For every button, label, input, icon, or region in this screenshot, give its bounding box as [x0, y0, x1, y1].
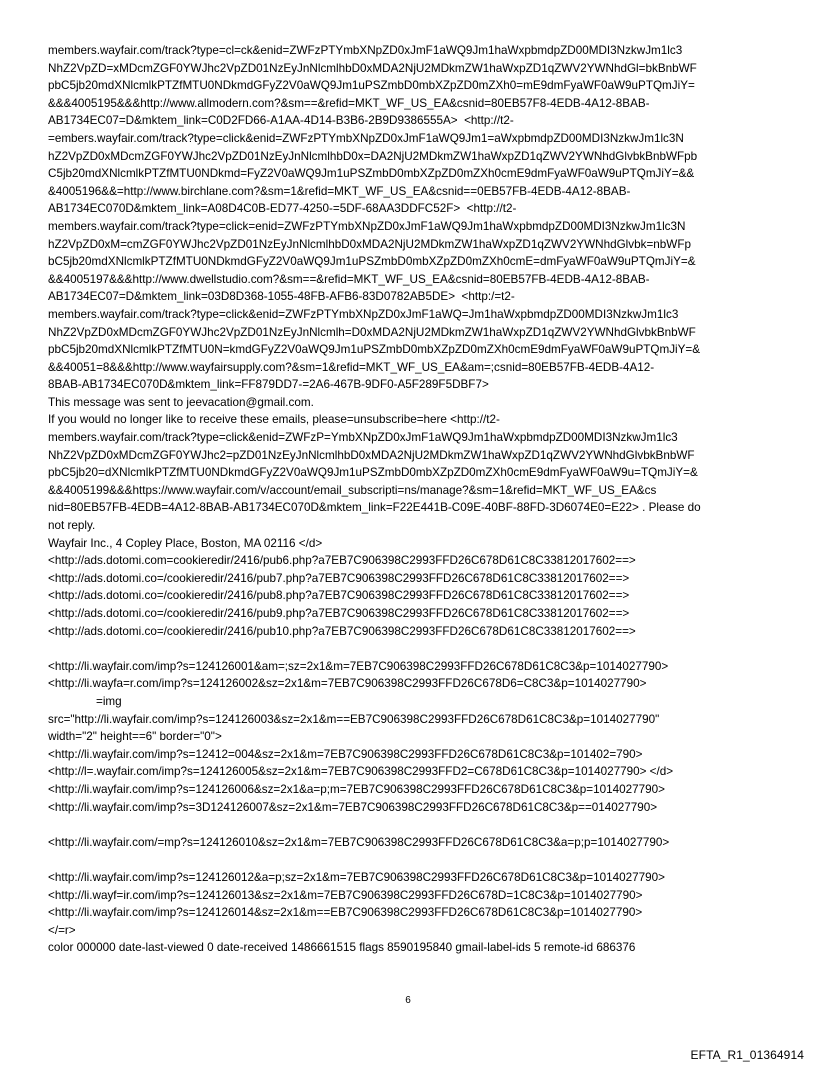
text-line: =img — [96, 694, 122, 708]
text-line: <http://ads.dotomi.co=/cookieredir/2416/pub7.php?a7EB7C906398C2993FFD26C678D61C8C33812017602==> — [48, 571, 630, 585]
text-line: </=r> — [48, 923, 76, 937]
text-line: NhZ2VpZD0xMDcmZGF0YWJhc2VpZD01NzEyJnNlcmlh=D0xMDA2NjU2MDkmZW1haWxpZD1qZWV2YWNhdGlvbkBnbWF — [48, 325, 696, 339]
text-line: AB1734EC07=D&mktem_link=03D8D368-1055-48FB-AFB6-83D0782AB5DE> <http:/=t2- — [48, 290, 515, 304]
text-line: <http://li.wayfair.com/=mp?s=124126010&sz=2x1&m=7EB7C906398C2993FFD26C678D61C8C3&a=p;p=1014027790> — [48, 835, 670, 849]
page-number: 6 — [405, 995, 411, 1006]
text-line: <http://ads.dotomi.co=/cookieredir/2416/pub9.php?a7EB7C906398C2993FFD26C678D61C8C33812017602==> — [48, 607, 630, 620]
text-line: <http://ads.dotomi.co=/cookieredir/2416/pub10.php?a7EB7C906398C2993FFD26C678D61C8C33812017602==> — [48, 624, 636, 638]
text-line: NhZ2VpZD=xMDcmZGF0YWJhc2VpZD01NzEyJnNlcmlhbD0xMDA2NjU2MDkmZW1haWxpZD1qZWV2YWNhdGl=bkBnbWF — [48, 61, 697, 75]
blank-line — [48, 851, 778, 869]
text-line: nid=80EB57FB-4EDB=4A12-8BAB-AB1734EC070D&mktem_link=F22E441B-C09E-40BF-88FD-3D6074E0=E22> . Please do — [48, 501, 701, 515]
text-line: NhZ2VpZD0xMDcmZGF0YWJhc2=pZD01NzEyJnNlcmlhbD0xMDA2NjU2MDkmZW1haWxpZD1qZWV2YWNhdGlvbkBnbWF — [48, 448, 695, 462]
text-line: <http://li.wayfa=r.com/imp?s=124126002&sz=2x1&m=7EB7C906398C2993FFD26C678D6=C8C3&p=1014027790> — [48, 677, 647, 691]
text-line: This message was sent to jeevacation@gmail.com. — [48, 395, 314, 409]
text-line: &&&4005195&&&http://www.allmodern.com?&sm==&refid=MKT_WF_US_EA&csnid=80EB57F8-4EDB-4A12-8BAB- — [48, 96, 650, 110]
document-id: EFTA_R1_01364914 — [690, 1048, 804, 1062]
text-line: If you would no longer like to receive these emails, please=unsubscribe=here <http://t2- — [48, 413, 500, 427]
text-line: <http://li.wayfair.com/imp?s=124126014&sz=2x1&m==EB7C906398C2993FFD26C678D61C8C3&p=1014027790> — [48, 906, 643, 920]
text-line: <http://li.wayfair.com/imp?s=124126012&a=p;sz=2x1&m=7EB7C906398C2993FFD26C678D61C8C3&p=1014027790> — [48, 870, 665, 884]
text-line: pbC5jb20=dXNlcmlkPTZfMTU0NDkmdGFyZ2V0aWQ9Jm1uPSZmbD0mbXZpZD0mZXh0cmE9dmFyaWF0aW9u=TQmJiY=& — [48, 466, 698, 480]
text-line: pbC5jb20mdXNlcmlkPTZfMTU0NDkmdGFyZ2V0aWQ9Jm1uPSZmbD0mbXZpZD0mZXh0=mE9dmFyaWF0aW9uPTQmJiY= — [48, 79, 695, 93]
text-line: <http://l=.wayfair.com/imp?s=124126005&sz=2x1&m=7EB7C906398C2993FFD2=C678D61C8C3&p=1014027790> </d> — [48, 765, 674, 779]
text-line: <http://ads.dotomi.co=/cookieredir/2416/pub8.php?a7EB7C906398C2993FFD26C678D61C8C33812017602==> — [48, 589, 630, 603]
text-line: <http://li.wayf=ir.com/imp?s=124126013&sz=2x1&m=7EB7C906398C2993FFD26C678D=1C8C3&p=1014027790> — [48, 888, 643, 902]
text-line: &&4005197&&&http://www.dwellstudio.com?&sm==&refid=MKT_WF_US_EA&csnid=80EB57FB-4EDB-4A12-8BAB- — [48, 272, 650, 286]
text-line: <http://li.wayfair.com/imp?s=3D124126007&sz=2x1&m=7EB7C906398C2993FFD26C678D61C8C3&p==014027790> — [48, 800, 658, 814]
text-line: &&4005199&&&https://www.wayfair.com/v/account/email_subscripti=ns/manage?&sm=1&refid=MKT_WF_US_EA&cs — [48, 483, 657, 497]
text-line: members.wayfair.com/track?type=click&enid=ZWFzPTYmbXNpZD0xJmF1aWQ=Jm1haWxpbmdpZD00MDI3NzkwJm1lc3 — [48, 307, 679, 321]
text-line: =embers.wayfair.com/track?type=click&enid=ZWFzPTYmbXNpZD0xJmF1aWQ9Jm1=aWxpbmdpZD00MDI3NzkwJm1lc3N — [48, 131, 684, 145]
text-line: &4005196&&=http://www.birchlane.com?&sm=1&refid=MKT_WF_US_EA&csnid==0EB57FB-4EDB-4A12-8BAB- — [48, 184, 631, 198]
text-line: not reply. — [48, 519, 96, 533]
text-line: width="2" height==6" border="0"> — [48, 730, 222, 744]
text-line: C5jb20mdXNlcmlkPTZfMTU0NDkmd=FyZ2V0aWQ9Jm1uPSZmbD0mbXZpZD0mZXh0cmE9dmFyaWF0aW9uPTQmJiY=&& — [48, 167, 695, 181]
text-line: AB1734EC070D&mktem_link=A08D4C0B-ED77-4250-=5DF-68AA3DDFC52F> <http://t2- — [48, 202, 517, 216]
text-line: 8BAB-AB1734EC070D&mktem_link=FF879DD7-=2A6-467B-9DF0-A5F289F5DBF7> — [48, 378, 489, 392]
text-line: <http://li.wayfair.com/imp?s=124126001&am=;sz=2x1&m=7EB7C906398C2993FFD26C678D61C8C3&p=1014027790> — [48, 659, 669, 673]
text-line: members.wayfair.com/track?type=click&enid=ZWFzP=YmbXNpZD0xJmF1aWQ9Jm1haWxpbmdpZD00MDI3NzkwJm1lc3 — [48, 431, 678, 445]
text-line: bC5jb20mdXNlcmlkPTZfMTU0NDkmdGFyZ2V0aWQ9Jm1uPSZmbD0mbXZpZD0mZXh0cmE=dmFyaWF0aW9uPTQmJiY=& — [48, 255, 696, 269]
text-line: AB1734EC07=D&mktem_link=C0D2FD66-A1AA-4D14-B3B6-2B9D9386555A> <http://t2- — [48, 114, 514, 128]
text-line: <http://li.wayfair.com/imp?s=12412=004&sz=2x1&m=7EB7C906398C2993FFD26C678D61C8C3&p=101402=790> — [48, 747, 643, 761]
text-line: &&40051=8&&&http://www.wayfairsupply.com?&sm=1&refid=MKT_WF_US_EA&am=;csnid=80EB57FB-4EDB-4A12- — [48, 360, 655, 374]
text-line: src="http://li.wayfair.com/imp?s=124126003&sz=2x1&m==EB7C906398C2993FFD26C678D61C8C3&p=1014027790" — [48, 712, 660, 726]
text-line: members.wayfair.com/track?type=click=enid=ZWFzPTYmbXNpZD0xJmF1aWQ9Jm1haWxpbmdpZD00MDI3NzkwJm1lc3N — [48, 219, 686, 233]
text-line: pbC5jb20mdXNlcmlkPTZfMTU0N=kmdGFyZ2V0aWQ9Jm1uPSZmbD0mbXZpZD0mZXh0cmE9dmFyaWF0aW9uPTQmJiY=& — [48, 343, 701, 357]
text-line: <http://li.wayfair.com/imp?s=124126006&sz=2x1&a=p;m=7EB7C906398C2993FFD26C678D61C8C3&p=1014027790> — [48, 782, 665, 796]
text-line: members.wayfair.com/track?type=cl=ck&enid=ZWFzPTYmbXNpZD0xJmF1aWQ9Jm1haWxpbmdpZD00MDI3NzkwJm1lc3 — [48, 44, 683, 57]
text-line: color 000000 date-last-viewed 0 date-received 1486661515 flags 8590195840 gmail-label-ids 5 remote-id 686376 — [48, 941, 636, 955]
text-line: hZ2VpZD0xMDcmZGF0YWJhc2VpZD01NzEyJnNlcmlhbD0x=DA2NjU2MDkmZW1haWxpZD1qZWV2YWNhdGlvbkBnbWFpb — [48, 149, 698, 163]
blank-line — [48, 816, 778, 834]
text-line: <http://ads.dotomi.com=cookieredir/2416/pub6.php?a7EB7C906398C2993FFD26C678D61C8C33812017602==> — [48, 554, 636, 568]
blank-line — [48, 640, 778, 658]
email-body — [48, 42, 778, 957]
text-line: hZ2VpZD0xM=cmZGF0YWJhc2VpZD01NzEyJnNlcmlhbD0xMDA2NjU2MDkmZW1haWxpZD1qZWV2YWNhdGlvbk=nbWFp — [48, 237, 691, 251]
text-line: Wayfair Inc., 4 Copley Place, Boston, MA 02116 </d> — [48, 536, 323, 550]
